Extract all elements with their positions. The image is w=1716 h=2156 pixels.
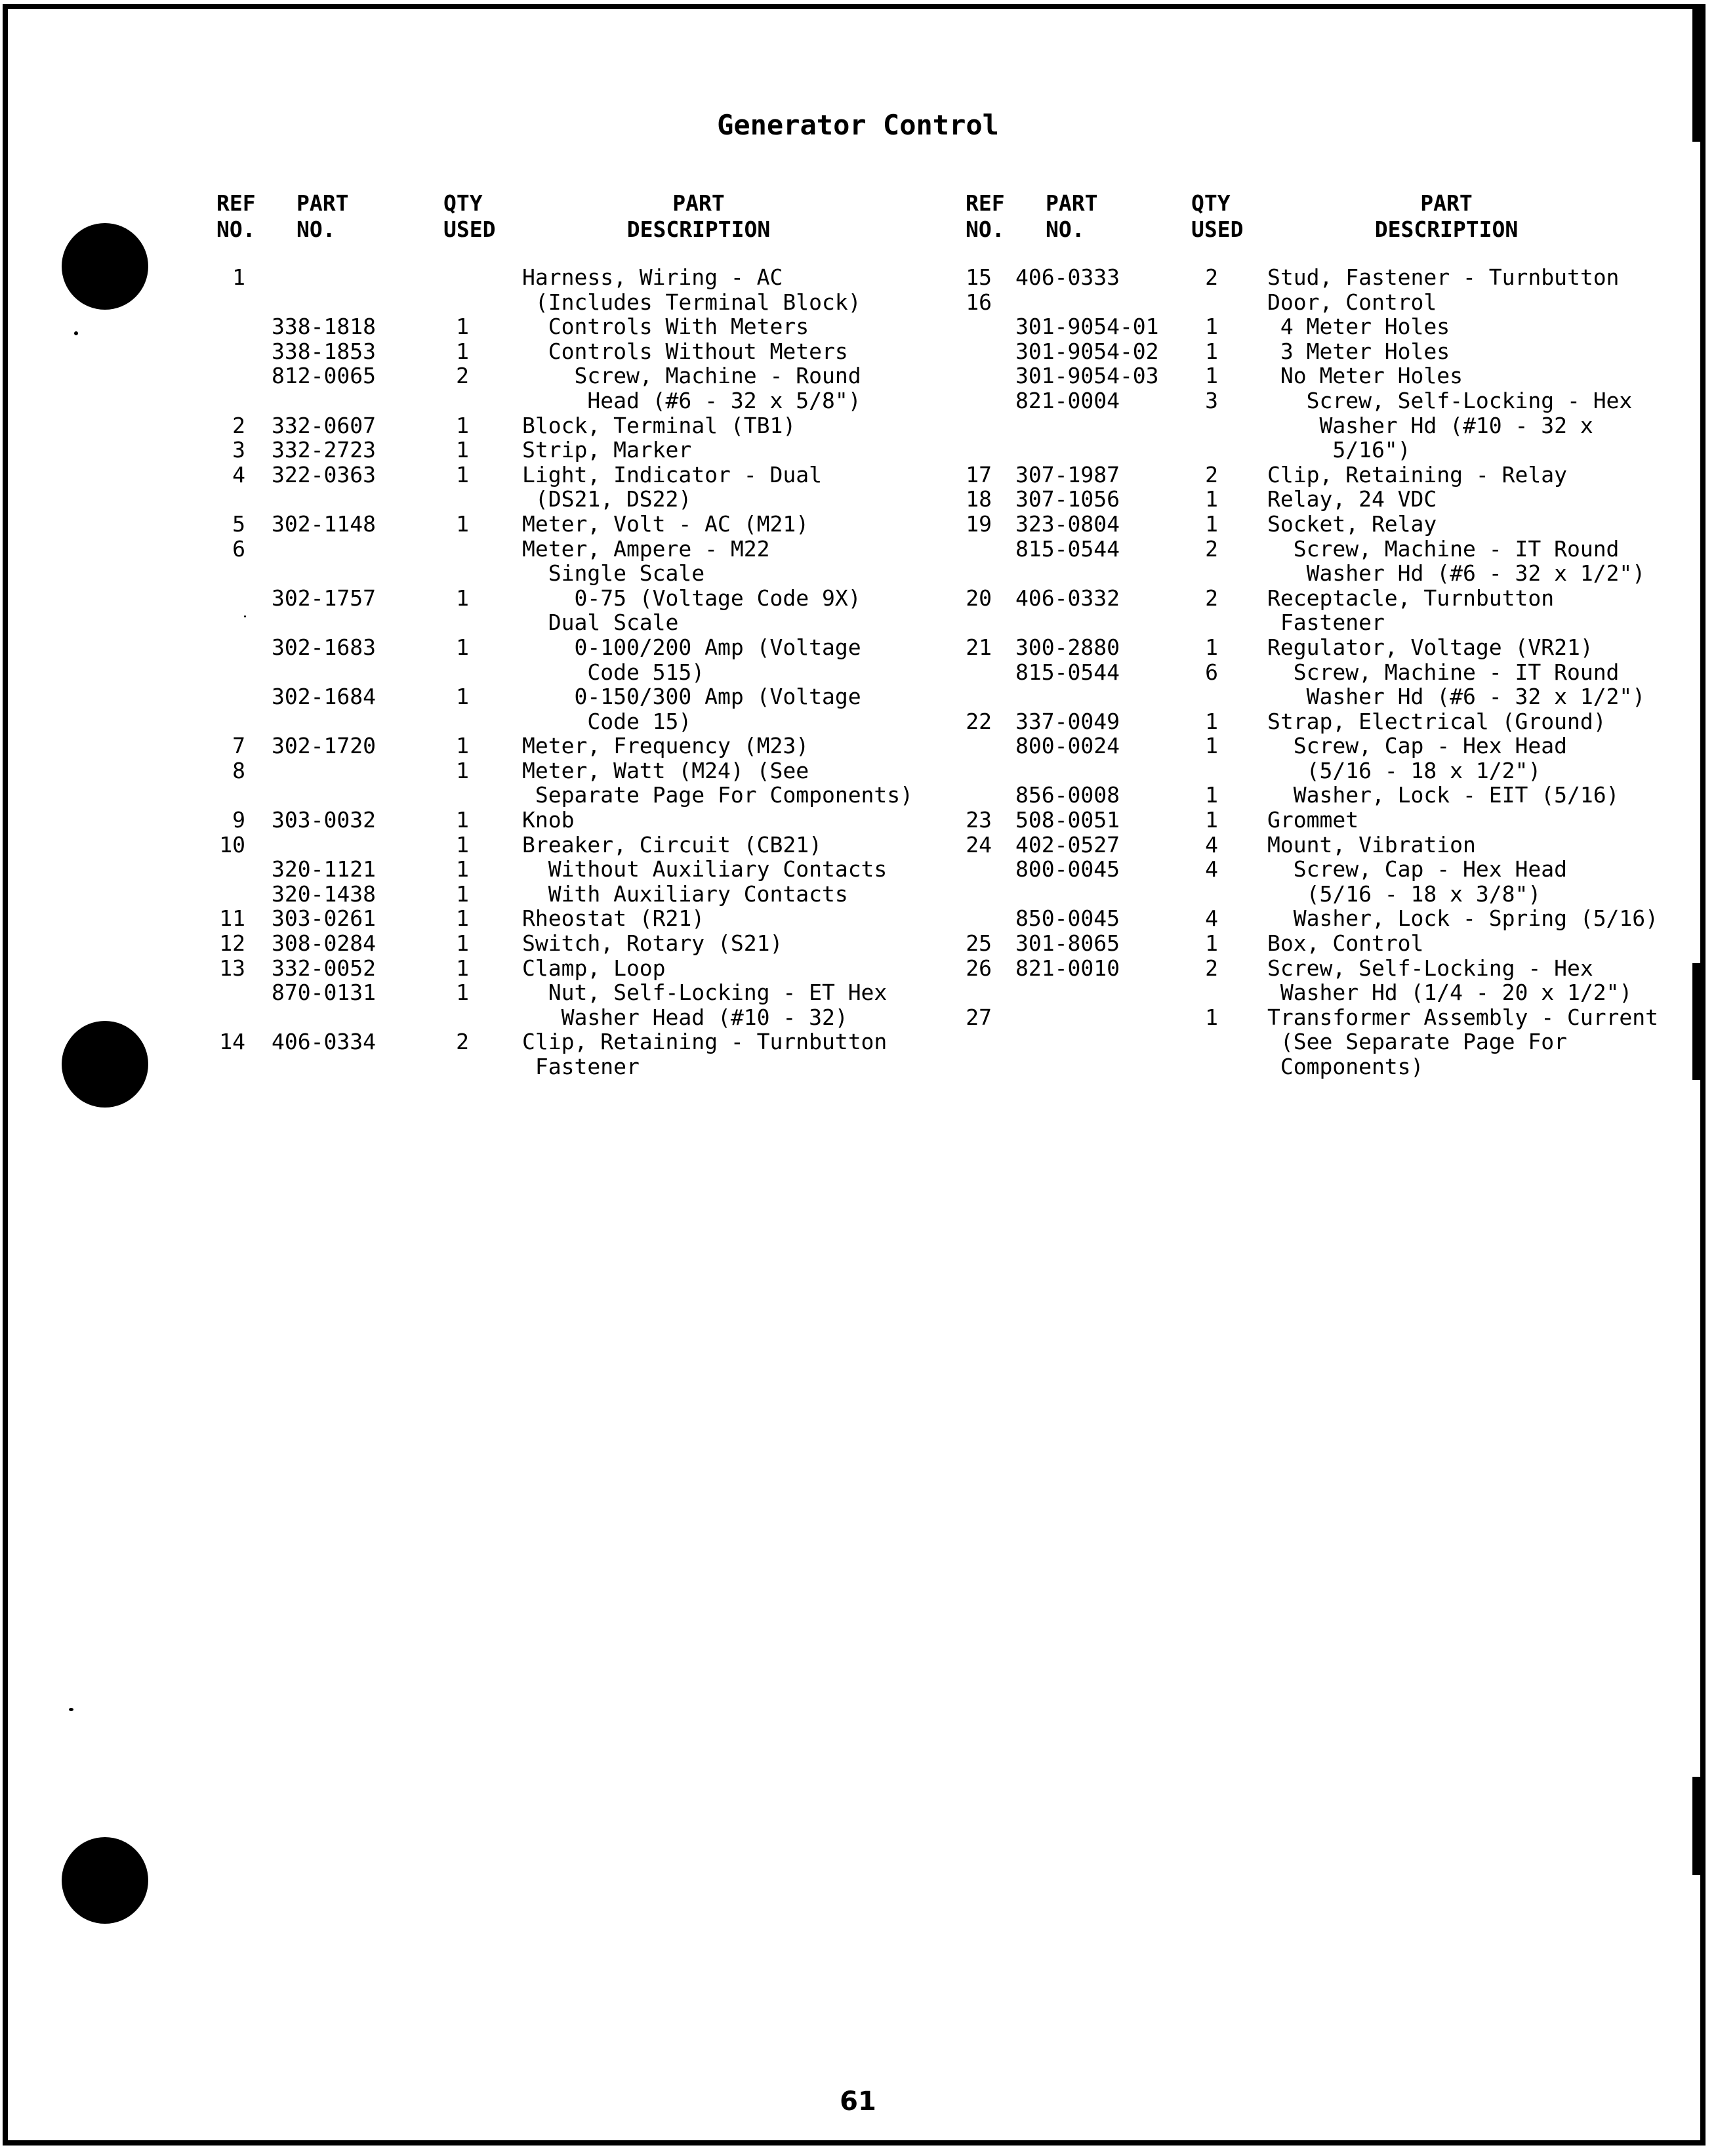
row-qty-cell: 1	[456, 881, 469, 907]
row-desc-cell: (See Separate Page For	[1267, 1029, 1567, 1055]
row-part-cell: 301-9054-02	[1015, 338, 1159, 364]
scan-speck	[74, 331, 78, 335]
row-desc-cell: Components)	[1267, 1054, 1424, 1079]
row-desc-cell: Door, Control	[1267, 289, 1437, 315]
scan-edge-mark	[1692, 1777, 1700, 1875]
row-desc-cell: Meter, Ampere - M22	[522, 535, 770, 562]
row-desc-cell: 0-150/300 Amp (Voltage	[522, 684, 861, 710]
row-part-cell	[1015, 438, 1186, 463]
row-ref-cell: 24	[966, 831, 992, 858]
row-qty-cell: 1	[1205, 510, 1218, 537]
row-qty-cell: 2	[1205, 585, 1218, 611]
row-part-cell: 332-0607	[272, 412, 376, 438]
row-qty-cell	[446, 290, 479, 315]
row-ref-cell: 14	[219, 1029, 245, 1055]
row-desc-cell: Fastener	[522, 1054, 640, 1079]
row-desc-cell: Strap, Electrical (Ground)	[1267, 708, 1606, 734]
header-part-description-left: PART DESCRIPTION	[626, 190, 771, 242]
row-qty-cell	[446, 265, 479, 290]
row-desc-cell: Knob	[522, 807, 575, 833]
row-desc-cell: Switch, Rotary (S21)	[522, 930, 783, 957]
row-desc-cell: Single Scale	[522, 560, 705, 587]
row-desc-cell: (DS21, DS22)	[522, 486, 692, 512]
header-qty-used-left: QTY USED	[443, 190, 496, 242]
row-ref-cell	[203, 487, 245, 512]
row-desc-cell: (5/16 - 18 x 3/8")	[1267, 881, 1542, 907]
row-desc-cell: Washer Hd (1/4 - 20 x 1/2")	[1267, 980, 1633, 1006]
row-part-cell: 800-0045	[1015, 856, 1120, 882]
row-part-cell	[1015, 1029, 1186, 1054]
row-ref-cell	[203, 363, 245, 388]
right-part-column	[1015, 265, 1186, 1079]
row-qty-cell: 1	[456, 831, 469, 858]
row-ref-cell: 10	[219, 831, 245, 858]
row-desc-cell: Socket, Relay	[1267, 510, 1437, 537]
row-ref-cell: 2	[232, 412, 245, 438]
row-ref-cell	[950, 758, 992, 783]
row-qty-cell	[446, 610, 479, 635]
row-part-cell: 337-0049	[1015, 708, 1120, 734]
row-qty-cell: 1	[456, 461, 469, 487]
row-desc-cell: Light, Indicator - Dual	[522, 461, 822, 487]
row-qty-cell	[1195, 561, 1228, 586]
row-qty-cell	[1195, 438, 1228, 463]
row-desc-cell: Head (#6 - 32 x 5/8")	[522, 387, 861, 413]
left-description-column	[522, 265, 942, 1079]
row-qty-cell: 1	[456, 412, 469, 438]
row-desc-cell: Washer, Lock - EIT (5/16)	[1267, 782, 1620, 808]
row-ref-cell	[203, 709, 245, 734]
row-qty-cell	[446, 660, 479, 685]
row-part-cell	[272, 1054, 429, 1079]
row-qty-cell: 1	[1205, 338, 1218, 364]
row-part-cell	[272, 610, 429, 635]
row-ref-cell: 12	[219, 930, 245, 957]
row-desc-cell: Rheostat (R21)	[522, 905, 705, 932]
row-desc-cell: Screw, Machine - IT Round	[1267, 659, 1620, 685]
row-qty-cell: 1	[1205, 807, 1218, 833]
row-part-cell: 301-9054-01	[1015, 314, 1159, 340]
row-qty-cell: 6	[1205, 659, 1218, 685]
row-qty-cell: 1	[456, 634, 469, 660]
row-ref-cell: 1	[232, 264, 245, 290]
row-ref-cell	[203, 684, 245, 709]
row-qty-cell: 1	[1205, 314, 1218, 340]
row-qty-cell: 1	[456, 930, 469, 957]
page-title: Generator Control	[717, 109, 999, 141]
row-ref-cell	[950, 882, 992, 907]
row-part-cell	[272, 537, 429, 562]
row-ref-cell: 27	[966, 1004, 992, 1030]
row-desc-cell: Meter, Volt - AC (M21)	[522, 510, 809, 537]
row-qty-cell: 1	[1205, 1004, 1218, 1030]
row-qty-cell: 1	[1205, 363, 1218, 389]
row-desc-cell: Breaker, Circuit (CB21)	[522, 831, 822, 858]
row-ref-cell	[203, 980, 245, 1005]
row-desc-cell: Washer Hd (#10 - 32 x	[1267, 412, 1593, 438]
row-desc-cell: Separate Page For Components)	[522, 782, 914, 808]
row-qty-cell: 2	[456, 363, 469, 389]
row-desc-cell: Controls With Meters	[522, 314, 809, 340]
row-desc-cell: Box, Control	[1267, 930, 1424, 957]
row-part-cell: 303-0261	[272, 905, 376, 932]
row-part-cell: 302-1683	[272, 634, 376, 660]
row-ref-cell	[203, 1005, 245, 1030]
row-ref-cell: 8	[232, 757, 245, 783]
row-qty-cell: 1	[456, 955, 469, 981]
row-desc-cell: Screw, Cap - Hex Head	[1267, 856, 1567, 882]
row-part-cell	[1015, 1005, 1186, 1030]
row-ref-cell: 19	[966, 510, 992, 537]
row-qty-cell: 1	[456, 585, 469, 611]
row-qty-cell: 1	[456, 437, 469, 463]
row-ref-cell	[950, 413, 992, 438]
row-ref-cell	[203, 1054, 245, 1079]
row-qty-cell: 1	[456, 905, 469, 932]
row-part-cell: 307-1987	[1015, 461, 1120, 487]
row-qty-cell: 1	[456, 733, 469, 759]
row-desc-cell: Mount, Vibration	[1267, 831, 1476, 858]
row-ref-cell	[203, 857, 245, 882]
row-desc-cell: Screw, Self-Locking - Hex	[1267, 955, 1593, 981]
row-ref-cell	[203, 635, 245, 660]
row-part-cell	[272, 660, 429, 685]
row-qty-cell: 3	[1205, 387, 1218, 413]
row-qty-cell	[1195, 610, 1228, 635]
row-desc-cell: (5/16 - 18 x 1/2")	[1267, 757, 1542, 783]
row-qty-cell	[1195, 980, 1228, 1005]
row-ref-cell: 26	[966, 955, 992, 981]
row-desc-cell: Controls Without Meters	[522, 338, 848, 364]
right-description-column	[1267, 265, 1700, 1079]
row-desc-cell: Stud, Fastener - Turnbutton	[1267, 264, 1620, 290]
row-part-cell: 338-1818	[272, 314, 376, 340]
row-part-cell: 508-0051	[1015, 807, 1120, 833]
row-desc-cell: Regulator, Voltage (VR21)	[1267, 634, 1593, 660]
row-desc-cell: Screw, Machine - IT Round	[1267, 535, 1620, 562]
header-ref-no-right: REF NO.	[966, 190, 1005, 242]
row-ref-cell	[950, 339, 992, 364]
row-part-cell: 300-2880	[1015, 634, 1120, 660]
row-ref-cell	[203, 882, 245, 907]
row-part-cell: 302-1720	[272, 733, 376, 759]
row-ref-cell	[950, 363, 992, 388]
row-desc-cell: (Includes Terminal Block)	[522, 289, 861, 315]
row-ref-cell	[203, 339, 245, 364]
row-part-cell: 303-0032	[272, 807, 376, 833]
header-part-no-right: PART NO.	[1046, 190, 1098, 242]
row-qty-cell: 2	[1205, 461, 1218, 487]
row-part-cell	[272, 487, 429, 512]
row-qty-cell: 1	[456, 338, 469, 364]
row-qty-cell	[446, 1005, 479, 1030]
row-ref-cell	[950, 561, 992, 586]
row-ref-cell: 20	[966, 585, 992, 611]
row-part-cell: 301-8065	[1015, 930, 1120, 957]
row-desc-cell: Block, Terminal (TB1)	[522, 412, 796, 438]
header-part-no-left: PART NO.	[296, 190, 349, 242]
row-part-cell: 301-9054-03	[1015, 363, 1159, 389]
row-part-cell	[1015, 684, 1186, 709]
row-part-cell: 338-1853	[272, 338, 376, 364]
scan-speck	[69, 1708, 73, 1711]
row-qty-cell: 4	[1205, 856, 1218, 882]
row-ref-cell	[203, 660, 245, 685]
row-qty-cell: 1	[1205, 634, 1218, 660]
row-ref-cell	[950, 906, 992, 931]
row-ref-cell	[203, 388, 245, 413]
left-part-column	[272, 265, 429, 1079]
row-part-cell: 856-0008	[1015, 782, 1120, 808]
row-desc-cell: Code 515)	[522, 659, 705, 685]
row-desc-cell: Clip, Retaining - Turnbutton	[522, 1029, 888, 1055]
right-qty-column	[1195, 265, 1228, 1079]
row-part-cell	[272, 758, 429, 783]
row-qty-cell: 1	[456, 980, 469, 1006]
row-part-cell: 406-0334	[272, 1029, 376, 1055]
row-part-cell	[272, 783, 429, 808]
row-ref-cell	[950, 537, 992, 562]
row-qty-cell: 1	[456, 510, 469, 537]
row-ref-cell: 6	[232, 535, 245, 562]
row-ref-cell: 23	[966, 807, 992, 833]
right-ref-column	[950, 265, 992, 1079]
row-qty-cell	[1195, 290, 1228, 315]
row-part-cell: 402-0527	[1015, 831, 1120, 858]
row-ref-cell: 7	[232, 733, 245, 759]
row-part-cell: 332-0052	[272, 955, 376, 981]
row-ref-cell	[950, 783, 992, 808]
row-ref-cell: 15	[966, 264, 992, 290]
row-part-cell	[272, 388, 429, 413]
row-desc-cell: Washer Hd (#6 - 32 x 1/2")	[1267, 684, 1646, 710]
row-qty-cell: 2	[1205, 264, 1218, 290]
row-part-cell	[1015, 290, 1186, 315]
page-number: 61	[840, 2086, 876, 2117]
row-desc-cell: With Auxiliary Contacts	[522, 881, 848, 907]
row-part-cell: 406-0332	[1015, 585, 1120, 611]
row-part-cell: 821-0010	[1015, 955, 1120, 981]
row-desc-cell: No Meter Holes	[1267, 363, 1463, 389]
row-desc-cell: Fastener	[1267, 610, 1385, 636]
row-desc-cell: Meter, Frequency (M23)	[522, 733, 809, 759]
header-ref-no-left: REF NO.	[216, 190, 256, 242]
row-ref-cell	[950, 438, 992, 463]
row-part-cell	[1015, 882, 1186, 907]
row-part-cell	[1015, 980, 1186, 1005]
punch-hole-bottom	[62, 1837, 148, 1924]
row-qty-cell	[1195, 413, 1228, 438]
left-qty-column	[446, 265, 479, 1079]
row-qty-cell: 1	[1205, 708, 1218, 734]
row-desc-cell: Grommet	[1267, 807, 1359, 833]
row-desc-cell: Nut, Self-Locking - ET Hex	[522, 980, 888, 1006]
row-ref-cell: 13	[219, 955, 245, 981]
row-ref-cell	[203, 561, 245, 586]
row-desc-cell: 0-75 (Voltage Code 9X)	[522, 585, 861, 611]
row-part-cell: 302-1757	[272, 585, 376, 611]
row-ref-cell	[950, 388, 992, 413]
row-desc-cell: Receptacle, Turnbutton	[1267, 585, 1555, 611]
row-qty-cell	[446, 388, 479, 413]
row-part-cell	[272, 709, 429, 734]
row-desc-cell: Harness, Wiring - AC	[522, 264, 783, 290]
row-part-cell	[1015, 1054, 1186, 1079]
row-qty-cell	[446, 487, 479, 512]
row-qty-cell: 1	[456, 807, 469, 833]
row-ref-cell	[203, 586, 245, 611]
row-part-cell: 322-0363	[272, 461, 376, 487]
row-qty-cell: 2	[1205, 955, 1218, 981]
row-ref-cell: 4	[232, 461, 245, 487]
row-desc-cell: Washer Head (#10 - 32)	[522, 1004, 848, 1030]
header-part-description-right: PART DESCRIPTION	[1374, 190, 1519, 242]
row-desc-cell: Code 15)	[522, 708, 692, 734]
row-qty-cell: 1	[1205, 782, 1218, 808]
left-ref-column	[203, 265, 245, 1079]
row-ref-cell	[950, 734, 992, 758]
row-part-cell	[1015, 610, 1186, 635]
row-qty-cell: 1	[1205, 930, 1218, 957]
row-desc-cell: 0-100/200 Amp (Voltage	[522, 634, 861, 660]
row-ref-cell: 18	[966, 486, 992, 512]
row-ref-cell: 3	[232, 437, 245, 463]
row-ref-cell: 21	[966, 634, 992, 660]
row-part-cell	[272, 265, 429, 290]
row-desc-cell: Without Auxiliary Contacts	[522, 856, 888, 882]
row-part-cell	[272, 1005, 429, 1030]
row-qty-cell: 1	[1205, 486, 1218, 512]
row-part-cell: 815-0544	[1015, 535, 1120, 562]
row-qty-cell: 1	[456, 856, 469, 882]
row-part-cell	[272, 290, 429, 315]
punch-hole-middle	[62, 1021, 148, 1108]
row-ref-cell	[950, 1029, 992, 1054]
row-part-cell: 302-1148	[272, 510, 376, 537]
row-part-cell	[1015, 413, 1186, 438]
row-desc-cell: 5/16")	[1267, 437, 1411, 463]
row-ref-cell	[950, 610, 992, 635]
row-ref-cell	[203, 610, 245, 635]
row-part-cell: 302-1684	[272, 684, 376, 710]
row-part-cell	[1015, 758, 1186, 783]
row-desc-cell: Screw, Cap - Hex Head	[1267, 733, 1567, 759]
row-ref-cell	[203, 314, 245, 339]
row-qty-cell	[446, 561, 479, 586]
row-ref-cell	[950, 857, 992, 882]
row-part-cell: 332-2723	[272, 437, 376, 463]
row-qty-cell: 4	[1205, 831, 1218, 858]
row-ref-cell: 17	[966, 461, 992, 487]
row-desc-cell: Washer Hd (#6 - 32 x 1/2")	[1267, 560, 1646, 587]
row-ref-cell: 11	[219, 905, 245, 932]
row-ref-cell	[950, 660, 992, 685]
row-qty-cell: 1	[456, 684, 469, 710]
row-ref-cell	[950, 980, 992, 1005]
row-part-cell: 307-1056	[1015, 486, 1120, 512]
row-ref-cell: 16	[966, 289, 992, 315]
row-part-cell: 870-0131	[272, 980, 376, 1006]
row-qty-cell: 4	[1205, 905, 1218, 932]
row-part-cell: 815-0544	[1015, 659, 1120, 685]
row-desc-cell: 3 Meter Holes	[1267, 338, 1450, 364]
row-desc-cell: Relay, 24 VDC	[1267, 486, 1437, 512]
row-part-cell: 812-0065	[272, 363, 376, 389]
row-qty-cell: 2	[1205, 535, 1218, 562]
row-ref-cell: 22	[966, 708, 992, 734]
row-ref-cell	[950, 314, 992, 339]
row-desc-cell: Transformer Assembly - Current	[1267, 1004, 1659, 1030]
row-part-cell: 406-0333	[1015, 264, 1120, 290]
row-desc-cell: Clamp, Loop	[522, 955, 666, 981]
row-part-cell: 323-0804	[1015, 510, 1120, 537]
row-qty-cell: 1	[456, 314, 469, 340]
row-desc-cell: Dual Scale	[522, 610, 679, 636]
row-ref-cell: 25	[966, 930, 992, 957]
row-qty-cell	[1195, 882, 1228, 907]
row-ref-cell: 9	[232, 807, 245, 833]
row-part-cell: 320-1121	[272, 856, 376, 882]
row-desc-cell: Clip, Retaining - Relay	[1267, 461, 1567, 487]
row-qty-cell: 2	[456, 1029, 469, 1055]
row-ref-cell	[950, 1054, 992, 1079]
row-qty-cell	[1195, 1054, 1228, 1079]
row-part-cell	[272, 833, 429, 858]
header-qty-used-right: QTY USED	[1191, 190, 1244, 242]
row-desc-cell: 4 Meter Holes	[1267, 314, 1450, 340]
row-part-cell: 308-0284	[272, 930, 376, 957]
row-part-cell: 800-0024	[1015, 733, 1120, 759]
row-desc-cell: Meter, Watt (M24) (See	[522, 757, 809, 783]
row-qty-cell	[446, 783, 479, 808]
row-qty-cell	[446, 1054, 479, 1079]
row-part-cell: 320-1438	[272, 881, 376, 907]
row-ref-cell: 5	[232, 510, 245, 537]
row-qty-cell	[446, 537, 479, 562]
row-part-cell: 821-0004	[1015, 387, 1120, 413]
row-desc-cell: Screw, Self-Locking - Hex	[1267, 387, 1633, 413]
row-ref-cell	[203, 783, 245, 808]
row-qty-cell	[1195, 684, 1228, 709]
row-qty-cell	[1195, 1029, 1228, 1054]
row-qty-cell: 1	[1205, 733, 1218, 759]
row-qty-cell: 1	[456, 757, 469, 783]
punch-hole-top	[62, 223, 148, 310]
row-part-cell: 850-0045	[1015, 905, 1120, 932]
row-desc-cell: Washer, Lock - Spring (5/16)	[1267, 905, 1659, 932]
row-part-cell	[272, 561, 429, 586]
row-desc-cell: Strip, Marker	[522, 437, 692, 463]
row-ref-cell	[950, 684, 992, 709]
row-ref-cell	[203, 290, 245, 315]
row-qty-cell	[1195, 758, 1228, 783]
row-desc-cell: Screw, Machine - Round	[522, 363, 861, 389]
row-part-cell	[1015, 561, 1186, 586]
row-qty-cell	[446, 709, 479, 734]
